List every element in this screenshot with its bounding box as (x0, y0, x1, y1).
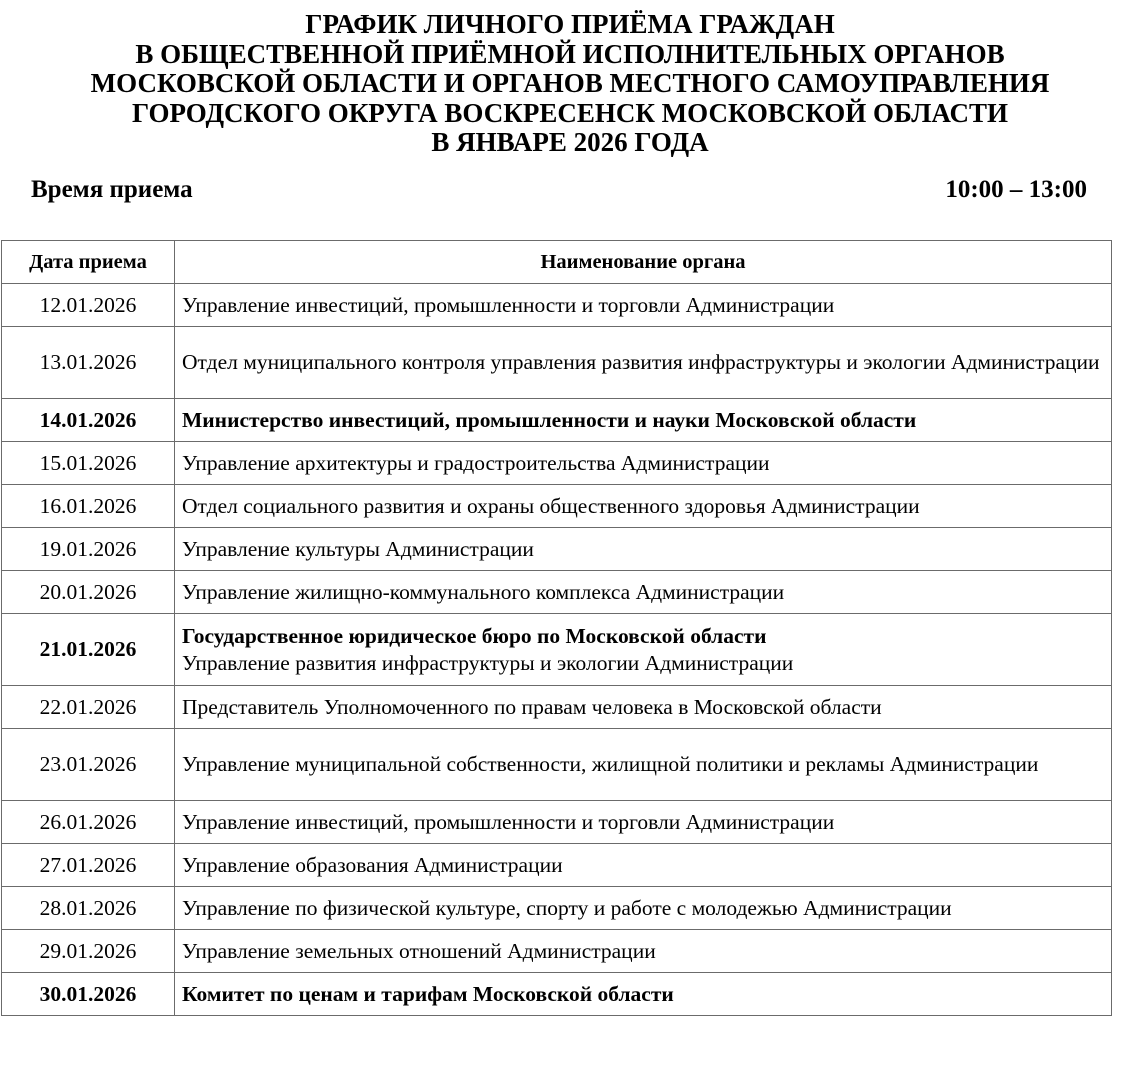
table-row (2, 686, 1112, 729)
table-row (2, 528, 1112, 571)
row-date: 26.01.2026 (2, 801, 175, 844)
row-date: 28.01.2026 (2, 887, 175, 930)
header-date: Дата приема (2, 241, 175, 284)
row-date: 30.01.2026 (2, 973, 175, 1016)
row-date: 23.01.2026 (2, 729, 175, 801)
reception-time-label: Время приема (31, 176, 193, 203)
row-organ (175, 442, 1112, 485)
row-date: 14.01.2026 (2, 399, 175, 442)
table-row (2, 485, 1112, 528)
row-organ (175, 284, 1112, 327)
row-organ (175, 399, 1112, 442)
table-row (2, 973, 1112, 1016)
organ-name: Управление развития инфраструктуры и экологии Администрации (182, 650, 794, 675)
organ-name: Отдел социального развития и охраны общественного здоровья Администрации (182, 493, 920, 518)
row-organ (175, 686, 1112, 729)
row-organ (175, 887, 1112, 930)
reception-time-value: 10:00 – 13:00 (945, 176, 1087, 203)
schedule-table (1, 240, 1112, 1016)
row-date: 13.01.2026 (2, 327, 175, 399)
table-header-row (2, 241, 1112, 284)
title-line: ГРАФИК ЛИЧНОГО ПРИЁМА ГРАЖДАН (305, 9, 835, 39)
row-organ (175, 327, 1112, 399)
table-row (2, 887, 1112, 930)
organ-name: Управление образования Администрации (182, 852, 563, 877)
table-row (2, 571, 1112, 614)
row-organ (175, 571, 1112, 614)
organ-name: Министерство инвестиций, промышленности и науки Московской области (182, 407, 917, 432)
table-row (2, 399, 1112, 442)
organ-name: Государственное юридическое бюро по Московской области (182, 623, 767, 648)
row-date: 20.01.2026 (2, 571, 175, 614)
table-row (2, 614, 1112, 686)
table-row (2, 930, 1112, 973)
organ-name: Отдел муниципального контроля управления развития инфраструктуры и экологии Администрации (182, 350, 1100, 374)
row-organ (175, 973, 1112, 1016)
organ-name: Управление жилищно-коммунального комплекса Администрации (182, 579, 785, 604)
organ-name: Управление по физической культуре, спорту и работе с молодежью Администрации (182, 895, 952, 920)
row-organ (175, 844, 1112, 887)
row-organ (175, 614, 1112, 686)
row-organ (175, 528, 1112, 571)
table-row (2, 729, 1112, 801)
table-row (2, 442, 1112, 485)
organ-name: Управление муниципальной собственности, жилищной политики и рекламы Администрации (182, 752, 1039, 776)
document-title (0, 10, 1140, 158)
row-date: 15.01.2026 (2, 442, 175, 485)
title-line: МОСКОВСКОЙ ОБЛАСТИ И ОРГАНОВ МЕСТНОГО САМОУПРАВЛЕНИЯ (90, 68, 1050, 98)
title-line: ГОРОДСКОГО ОКРУГА ВОСКРЕСЕНСК МОСКОВСКОЙ ОБЛАСТИ (131, 97, 1009, 128)
row-date: 12.01.2026 (2, 284, 175, 327)
row-organ (175, 930, 1112, 973)
table-row (2, 844, 1112, 887)
row-date: 19.01.2026 (2, 528, 175, 571)
row-date: 22.01.2026 (2, 686, 175, 729)
organ-name: Управление инвестиций, промышленности и торговли Администрации (182, 809, 835, 834)
table-row (2, 284, 1112, 327)
row-date: 27.01.2026 (2, 844, 175, 887)
row-date: 29.01.2026 (2, 930, 175, 973)
organ-name: Управление инвестиций, промышленности и торговли Администрации (182, 292, 835, 317)
organ-name: Представитель Уполномоченного по правам человека в Московской области (182, 694, 882, 719)
row-organ (175, 801, 1112, 844)
row-organ (175, 729, 1112, 801)
organ-name: Управление земельных отношений Администрации (182, 938, 656, 963)
organ-name: Управление культуры Администрации (182, 536, 534, 561)
title-line: В ЯНВАРЕ 2026 ГОДА (431, 127, 709, 157)
organ-name: Управление архитектуры и градостроительства Администрации (182, 450, 770, 475)
organ-name: Комитет по ценам и тарифам Московской области (182, 981, 674, 1006)
row-date: 21.01.2026 (2, 614, 175, 686)
header-organ: Наименование органа (175, 241, 1112, 284)
row-organ (175, 485, 1112, 528)
row-date: 16.01.2026 (2, 485, 175, 528)
title-line: В ОБЩЕСТВЕННОЙ ПРИЁМНОЙ ИСПОЛНИТЕЛЬНЫХ ОРГАНОВ (135, 38, 1005, 69)
table-row (2, 801, 1112, 844)
table-row (2, 327, 1112, 399)
